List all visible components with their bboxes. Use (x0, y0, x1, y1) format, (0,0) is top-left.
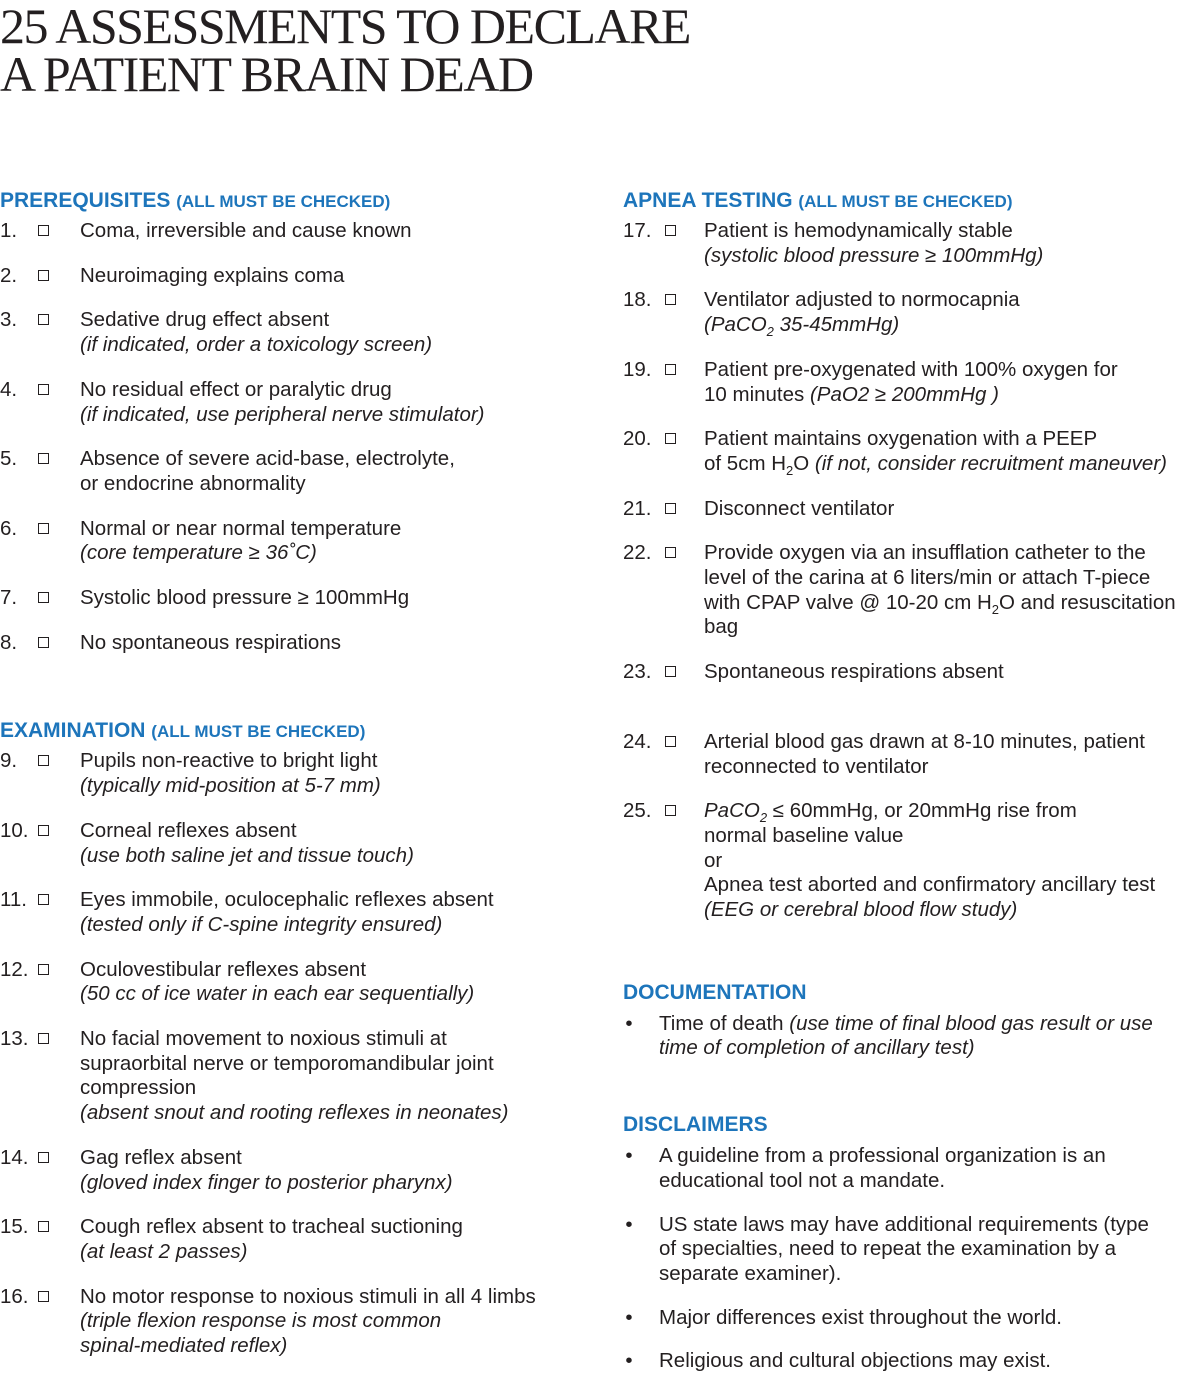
item-text: No facial movement to noxious stimuli at (80, 1027, 447, 1051)
text-part: of 5cm H (704, 451, 787, 475)
checkbox-icon[interactable] (38, 314, 49, 325)
checklist-item-2 (0, 264, 600, 289)
bullet-icon: • (625, 1349, 633, 1373)
item-number: 14. (0, 1145, 29, 1169)
item-text: Normal or near normal temperature (80, 516, 402, 540)
checkbox-icon[interactable] (38, 1152, 49, 1163)
item-text: or (704, 848, 723, 872)
item-note: (gloved index finger to posterior pharynx) (80, 1170, 453, 1194)
checklist-item-6 (0, 517, 600, 566)
item-text: Patient pre-oxygenated with 100% oxygen for (704, 357, 1118, 381)
prerequisites-heading (0, 188, 600, 213)
item-text: Disconnect ventilator (704, 496, 895, 520)
item-text: Pupils non-reactive to bright light (80, 749, 378, 773)
checkbox-icon[interactable] (38, 270, 49, 281)
checkbox-icon[interactable] (38, 1033, 49, 1044)
item-note: (absent snout and rooting reflexes in neonates) (80, 1101, 509, 1125)
item-text: of specialties, need to repeat the examination by a (659, 1237, 1116, 1261)
item-text: level of the carina at 6 liters/min or attach T-piece (704, 566, 1151, 590)
checkbox-icon[interactable] (665, 666, 676, 677)
item-number: 11. (0, 888, 27, 912)
checkbox-icon[interactable] (38, 592, 49, 603)
checklist-item-15 (0, 1215, 600, 1264)
disclaimer-item (623, 1306, 1200, 1331)
checklist-item-5 (0, 447, 600, 496)
apnea-heading (623, 188, 1200, 213)
item-text: Gag reflex absent (80, 1145, 242, 1169)
text-part: 10 minutes (704, 382, 810, 406)
title-line-2: A PATIENT BRAIN DEAD (0, 46, 533, 102)
prerequisites-subheading: (ALL MUST BE CHECKED) (176, 192, 391, 211)
item-number: 2. (0, 263, 18, 287)
title-line-1: 25 ASSESSMENTS TO DECLARE (0, 0, 690, 54)
item-text: bag (704, 615, 739, 639)
disclaimer-item (623, 1213, 1200, 1287)
text-part: O (793, 451, 815, 475)
item-number: 10. (0, 818, 29, 842)
checklist-item-17 (623, 219, 1200, 268)
item-text: Coma, irreversible and cause known (80, 219, 412, 242)
item-note: (use time of final blood gas result or use (789, 1011, 1153, 1035)
item-number: 6. (0, 516, 18, 540)
disclaimers-heading (623, 1112, 1200, 1137)
item-text: Patient maintains oxygenation with a PEEP (704, 427, 1098, 451)
item-text (704, 591, 1200, 616)
item-number: 23. (623, 660, 652, 684)
item-text: Systolic blood pressure ≥ 100mmHg (80, 586, 410, 610)
checklist-item-7 (0, 586, 600, 611)
item-text: compression (80, 1076, 197, 1100)
checklist-item-1 (0, 219, 600, 244)
item-number: 19. (623, 357, 652, 381)
checklist-item-21 (623, 497, 1200, 522)
item-number: 9. (0, 749, 18, 773)
checklist-item-24 (623, 730, 1200, 779)
item-note: (50 cc of ice water in each ear sequentially) (80, 982, 475, 1006)
checkbox-icon[interactable] (38, 523, 49, 534)
checkbox-icon[interactable] (665, 225, 676, 236)
bullet-icon: • (625, 1212, 633, 1236)
item-note (704, 313, 1200, 338)
checklist-item-20 (623, 427, 1200, 476)
item-note: (core temperature ≥ 36˚C) (80, 541, 317, 565)
item-number: 3. (0, 308, 18, 332)
checklist-item-14 (0, 1146, 600, 1195)
examination-heading (0, 718, 600, 743)
checkbox-icon[interactable] (665, 547, 676, 558)
checklist-item-25 (623, 799, 1200, 923)
item-text: Oculovestibular reflexes absent (80, 957, 367, 981)
item-note: (systolic blood pressure ≥ 100mmHg) (704, 243, 1044, 267)
item-note: spinal-mediated reflex) (80, 1334, 288, 1358)
documentation-item (623, 1012, 1200, 1061)
item-number: 21. (623, 496, 652, 520)
item-text (704, 383, 1200, 408)
item-text: Patient is hemodynamically stable (704, 219, 1013, 242)
item-text: Provide oxygen via an insufflation catheter to the (704, 541, 1146, 565)
item-note: (typically mid-position at 5-7 mm) (80, 774, 381, 798)
item-number: 5. (0, 447, 18, 471)
item-number: 1. (0, 219, 18, 242)
checkbox-icon[interactable] (38, 894, 49, 905)
item-note: (PaO2 ≥ 200mmHg ) (809, 382, 999, 406)
documentation-heading-text: DOCUMENTATION (623, 980, 807, 1004)
checkbox-icon[interactable] (38, 637, 49, 648)
prerequisites-heading-text: PREREQUISITES (0, 189, 171, 212)
item-text: Apnea test aborted and confirmatory ancillary test (704, 873, 1156, 897)
item-note: (triple flexion response is most common (80, 1309, 442, 1333)
checkbox-icon[interactable] (665, 736, 676, 747)
item-number: 22. (623, 541, 652, 565)
item-number: 25. (623, 799, 652, 823)
checklist-item-16 (0, 1285, 600, 1359)
checkbox-icon[interactable] (665, 805, 676, 816)
apnea-heading-text: APNEA TESTING (623, 189, 793, 212)
checkbox-icon[interactable] (665, 364, 676, 375)
checklist-item-11 (0, 888, 600, 937)
text-part: ≤ 60mmHg, or 20mmHg rise from (767, 799, 1077, 823)
documentation-heading (623, 980, 1200, 1005)
subscript: 2 (766, 324, 774, 340)
item-note: (if not, consider recruitment maneuver) (814, 451, 1167, 475)
checklist-item-23 (623, 660, 1200, 685)
checkbox-icon[interactable] (38, 1291, 49, 1302)
item-number: 12. (0, 957, 29, 981)
checkbox-icon[interactable] (38, 825, 49, 836)
item-number: 24. (623, 729, 652, 753)
subscript: 2 (759, 810, 768, 826)
item-note: (at least 2 passes) (80, 1239, 248, 1263)
note-part: 35-45mmHg) (773, 313, 900, 337)
right-column (623, 188, 1200, 1374)
item-number: 15. (0, 1215, 29, 1239)
checkbox-icon[interactable] (38, 964, 49, 975)
item-text: Eyes immobile, oculocephalic reflexes absent (80, 888, 494, 912)
checkbox-icon[interactable] (665, 433, 676, 444)
item-note: (if indicated, use peripheral nerve stimulator) (80, 402, 485, 426)
item-text: US state laws may have additional requirements (type (659, 1212, 1149, 1236)
item-text (704, 452, 1200, 477)
checklist-item-18 (623, 288, 1200, 340)
disclaimer-item (623, 1144, 1200, 1193)
item-text: Spontaneous respirations absent (704, 660, 1004, 684)
item-text: No motor response to noxious stimuli in all 4 limbs (80, 1284, 536, 1308)
item-text: supraorbital nerve or temporomandibular joint (80, 1051, 494, 1075)
item-text (659, 1012, 1200, 1037)
checklist-item-22 (623, 541, 1200, 640)
checklist-item-3 (0, 308, 600, 357)
disclaimers-heading-text: DISCLAIMERS (623, 1113, 768, 1137)
item-number: 13. (0, 1027, 29, 1051)
examination-subheading: (ALL MUST BE CHECKED) (151, 722, 366, 742)
item-text: Sedative drug effect absent (80, 308, 330, 332)
text-part: PaCO (704, 799, 760, 823)
item-text: educational tool not a mandate. (659, 1168, 946, 1192)
subscript: 2 (786, 462, 794, 478)
left-column (0, 188, 600, 1359)
item-text: Arterial blood gas drawn at 8-10 minutes, patient (704, 729, 1146, 753)
item-number: 20. (623, 427, 652, 451)
item-number: 16. (0, 1284, 29, 1308)
item-text: No spontaneous respirations (80, 630, 341, 654)
item-text: Ventilator adjusted to normocapnia (704, 288, 1020, 312)
item-text: A guideline from a professional organization is an (659, 1144, 1106, 1168)
checkbox-icon[interactable] (38, 384, 49, 395)
text-part: with CPAP valve @ 10-20 cm H (704, 590, 992, 614)
checklist-item-19 (623, 358, 1200, 407)
checkbox-icon[interactable] (38, 225, 49, 236)
item-text: No residual effect or paralytic drug (80, 377, 392, 401)
bullet-icon: • (625, 1011, 633, 1035)
checklist-item-8 (0, 631, 600, 656)
item-note: time of completion of ancillary test) (659, 1036, 975, 1060)
item-text: Religious and cultural objections may exist. (659, 1349, 1051, 1373)
checklist-item-9 (0, 749, 600, 798)
item-note: (if indicated, order a toxicology screen) (80, 333, 433, 357)
apnea-subheading: (ALL MUST BE CHECKED) (798, 192, 1013, 211)
item-text: Corneal reflexes absent (80, 818, 297, 842)
checklist-item-10 (0, 819, 600, 868)
checkbox-icon[interactable] (38, 453, 49, 464)
disclaimer-item (623, 1349, 1200, 1374)
checkbox-icon[interactable] (665, 503, 676, 514)
item-number: 4. (0, 377, 18, 401)
checklist-item-13 (0, 1027, 600, 1126)
item-note: (EEG or cerebral blood flow study) (704, 898, 1018, 922)
item-text: or endocrine abnormality (80, 471, 306, 495)
item-text: Absence of severe acid-base, electrolyte, (80, 447, 455, 471)
item-note: (tested only if C-spine integrity ensured) (80, 912, 443, 936)
item-text: Cough reflex absent to tracheal suctioning (80, 1215, 463, 1239)
checkbox-icon[interactable] (665, 294, 676, 305)
bullet-icon: • (625, 1305, 633, 1329)
item-text: Neuroimaging explains coma (80, 263, 345, 287)
item-text: separate examiner). (659, 1261, 842, 1285)
checklist-item-4 (0, 378, 600, 427)
note-part: (PaCO (704, 313, 767, 337)
item-text: normal baseline value (704, 823, 904, 847)
subscript: 2 (991, 601, 1000, 617)
item-note: (use both saline jet and tissue touch) (80, 843, 414, 867)
item-text: reconnected to ventilator (704, 754, 929, 778)
item-text (704, 799, 1200, 824)
item-text: Major differences exist throughout the world. (659, 1305, 1063, 1329)
item-number: 18. (623, 288, 652, 312)
bullet-icon: • (625, 1144, 633, 1168)
text-part: O and resuscitation (999, 590, 1176, 614)
checklist-item-12 (0, 958, 600, 1007)
item-number: 8. (0, 630, 18, 654)
item-number: 7. (0, 586, 18, 610)
text-part: Time of death (659, 1011, 790, 1035)
checkbox-icon[interactable] (38, 1221, 49, 1232)
checkbox-icon[interactable] (38, 755, 49, 766)
page-title (0, 0, 690, 102)
examination-heading-text: EXAMINATION (0, 719, 146, 743)
item-number: 17. (623, 219, 652, 242)
